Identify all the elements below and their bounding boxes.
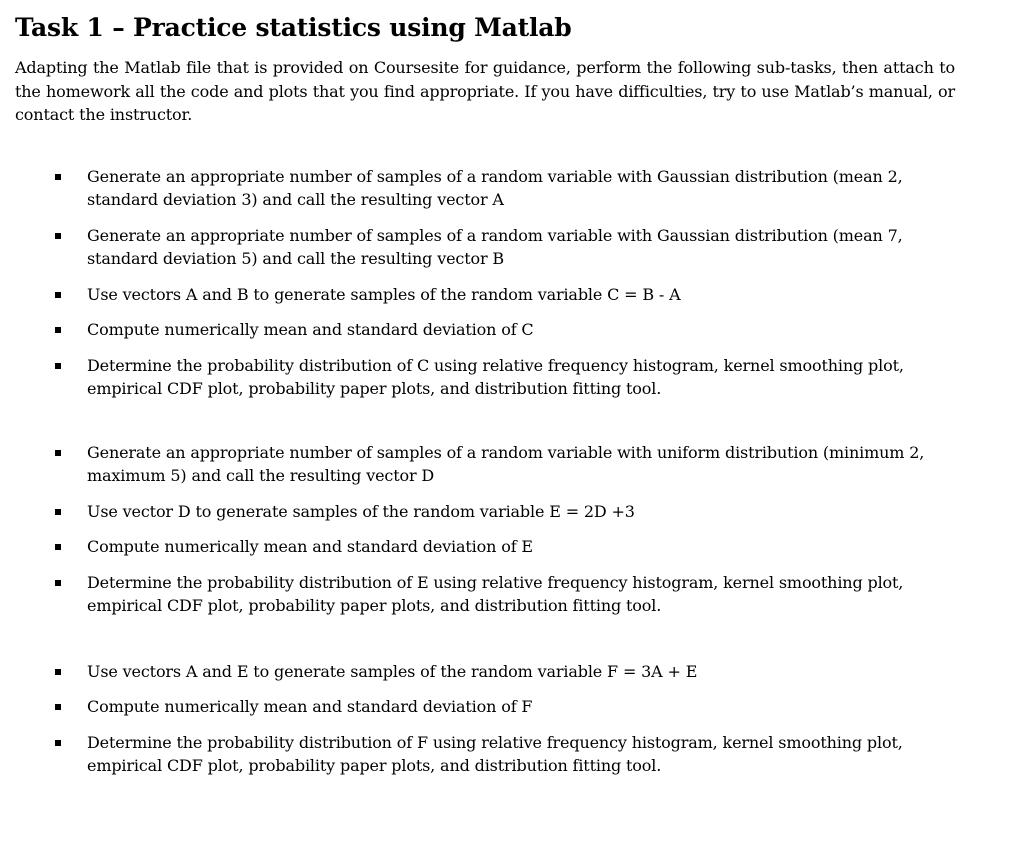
list-item-text: Compute numerically mean and standard deviation of C [87, 320, 534, 339]
list-item [15, 441, 955, 488]
subtask-group-3 [15, 660, 955, 778]
subtask-group-1 [15, 165, 955, 401]
square-bullet-icon [55, 233, 61, 239]
list-item-text: Determine the probability distribution of C using relative frequency histogram, kernel smoothing plot, empirical CDF plot, probability paper plots, and distribution fitting tool. [87, 355, 904, 398]
list-item-text: Compute numerically mean and standard deviation of E [87, 537, 533, 556]
square-bullet-icon [55, 327, 61, 333]
square-bullet-icon [55, 669, 61, 675]
list-item-text: Determine the probability distribution of F using relative frequency histogram, kernel smoothing plot, empirical CDF plot, probability paper plots, and distribution fitting tool. [87, 732, 903, 775]
square-bullet-icon [55, 450, 61, 456]
intro-paragraph: Adapting the Matlab file that is provided on Coursesite for guidance, perform the following sub-tasks, then attach to the homework all the code and plots that you find appropriate. If you have difficulties, try to use Matlab’s manual, or contact the instructor. [15, 58, 955, 124]
square-bullet-icon [55, 174, 61, 180]
list-item [15, 318, 955, 342]
list-item-text: Use vectors A and B to generate samples of the random variable C = B - A [87, 284, 681, 304]
list-item-text: Compute numerically mean and standard deviation of F [87, 697, 533, 716]
list-item [15, 571, 955, 618]
square-bullet-icon [55, 509, 61, 515]
list-item [15, 500, 955, 524]
list-item [15, 535, 955, 559]
list-item-text: Use vector D to generate samples of the random variable E = 2D +3 [87, 501, 635, 521]
list-item-text: Generate an appropriate number of samples of a random variable with Gaussian distribution (mean 2, standard deviation 3) and call the resulting vector A [87, 166, 903, 209]
list-item [15, 660, 955, 684]
list-item [15, 165, 955, 212]
square-bullet-icon [55, 704, 61, 710]
list-item-text: Generate an appropriate number of samples of a random variable with Gaussian distribution (mean 7, standard deviation 5) and call the resulting vector B [87, 225, 903, 268]
list-item [15, 224, 955, 271]
list-item-text: Determine the probability distribution of E using relative frequency histogram, kernel smoothing plot, empirical CDF plot, probability paper plots, and distribution fitting tool. [87, 572, 904, 615]
list-item [15, 283, 955, 307]
list-item [15, 731, 955, 778]
list-item [15, 695, 955, 719]
square-bullet-icon [55, 544, 61, 550]
square-bullet-icon [55, 580, 61, 586]
task-title: Task 1 – Practice statistics using Matlab [15, 13, 572, 42]
square-bullet-icon [55, 740, 61, 746]
square-bullet-icon [55, 363, 61, 369]
list-item [15, 354, 955, 401]
list-item-text: Use vectors A and E to generate samples of the random variable F = 3A + E [87, 661, 698, 681]
square-bullet-icon [55, 292, 61, 298]
subtask-group-2 [15, 441, 955, 618]
list-item-text: Generate an appropriate number of samples of a random variable with uniform distribution (minimum 2, maximum 5) and call the resulting vector D [87, 442, 925, 485]
document-page [15, 10, 955, 778]
